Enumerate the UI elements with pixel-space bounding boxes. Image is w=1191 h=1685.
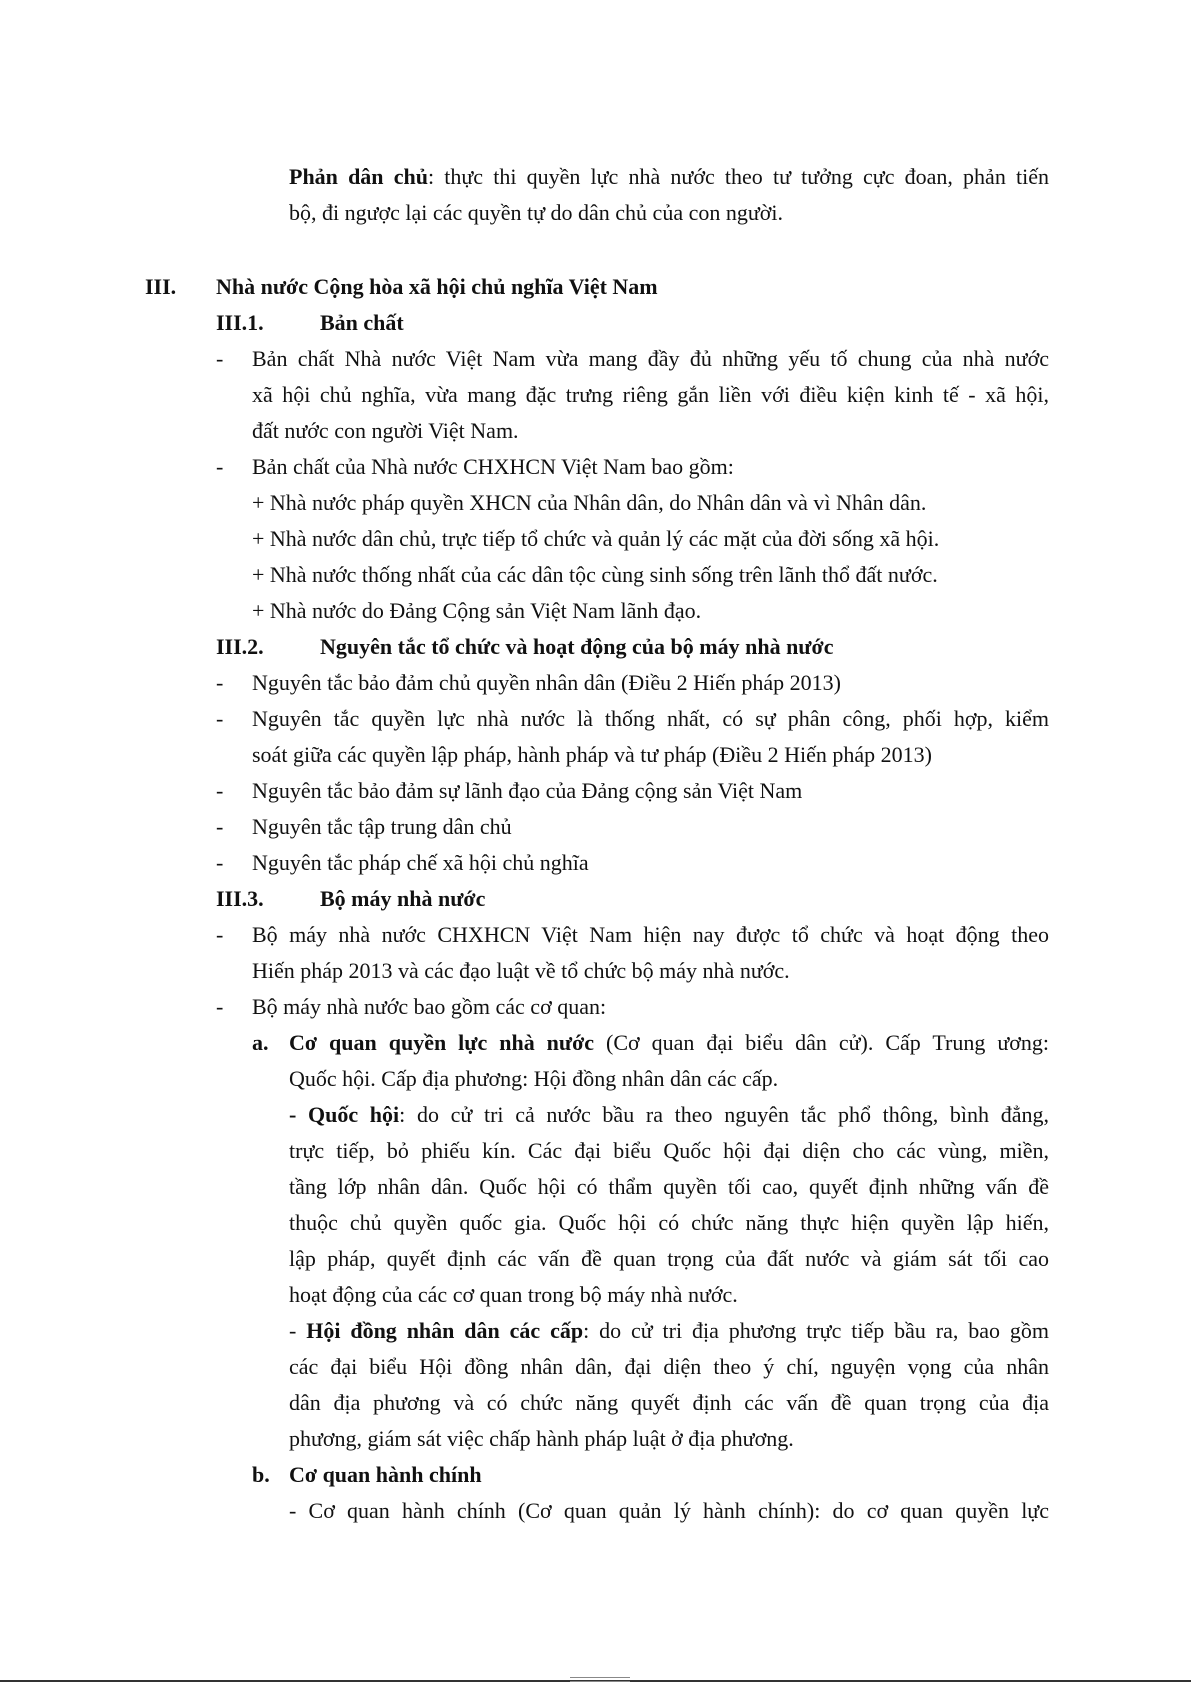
- s31-p3: + Nhà nước thống nhất của các dân tộc cùng sinh sống trên lãnh thổ đất nước.: [252, 562, 938, 587]
- quoc-hoi-line-3: tầng lớp nhân dân. Quốc hội có thẩm quyền tối cao, quyết định những vấn đề: [289, 1174, 1049, 1199]
- s33-b1-l1: Bộ máy nhà nước CHXHCN Việt Nam hiện nay được tổ chức và hoạt động theo: [252, 922, 1049, 947]
- bullet-dash: -: [216, 814, 224, 839]
- hdnd-lead: Hội đồng nhân dân các cấp: [306, 1318, 584, 1343]
- intro-line-1-text: : thực thi quyền lực nhà nước theo tư tưởng cực đoan, phản tiến: [427, 164, 1049, 189]
- bullet-dash: -: [216, 670, 224, 695]
- s32-b1: Nguyên tắc bảo đảm chủ quyền nhân dân (Điều 2 Hiến pháp 2013): [252, 670, 841, 695]
- s33-title: Bộ máy nhà nước: [320, 886, 486, 911]
- s31-p1: + Nhà nước pháp quyền XHCN của Nhân dân, do Nhân dân và vì Nhân dân.: [252, 490, 927, 515]
- s31-b1-l2: xã hội chủ nghĩa, vừa mang đặc trưng riêng gắn liền với điều kiện kinh tế - xã hội,: [252, 382, 1049, 407]
- item-b-label: b.: [252, 1462, 270, 1487]
- hdnd-line-1: [289, 1316, 1049, 1346]
- section-3-title: Nhà nước Cộng hòa xã hội chủ nghĩa Việt Nam: [216, 274, 658, 299]
- quoc-hoi-line-2: trực tiếp, bỏ phiếu kín. Các đại biểu Quốc hội đại diện cho các vùng, miền,: [289, 1138, 1049, 1163]
- bullet-dash: -: [216, 454, 224, 479]
- bullet-dash: -: [216, 346, 224, 371]
- quoc-hoi-line-1-text: : do cử tri cả nước bầu ra theo nguyên tắc phổ thông, bình đẳng,: [399, 1102, 1049, 1127]
- item-a-line-2: Quốc hội. Cấp địa phương: Hội đồng nhân dân các cấp.: [289, 1066, 779, 1091]
- s32-number: III.2.: [216, 634, 264, 659]
- s31-p4: + Nhà nước do Đảng Cộng sản Việt Nam lãnh đạo.: [252, 598, 702, 623]
- s32-b5: Nguyên tắc pháp chế xã hội chủ nghĩa: [252, 850, 589, 875]
- quoc-hoi-line-1: [289, 1100, 1049, 1130]
- hdnd-dash: -: [289, 1318, 307, 1343]
- s31-b1-l1: Bản chất Nhà nước Việt Nam vừa mang đầy đủ những yếu tố chung của nhà nước: [252, 346, 1049, 371]
- s31-b1-l3: đất nước con người Việt Nam.: [252, 418, 519, 443]
- bullet-dash: -: [216, 922, 224, 947]
- s32-b3: Nguyên tắc bảo đảm sự lãnh đạo của Đảng cộng sản Việt Nam: [252, 778, 803, 803]
- hdnd-line-3: dân địa phương và có chức năng quyết định các vấn đề quan trọng của địa: [289, 1390, 1049, 1415]
- hdnd-line-1-text: : do cử tri địa phương trực tiếp bầu ra, bao gồm: [583, 1318, 1049, 1343]
- item-a-line-1: [289, 1028, 1049, 1058]
- s32-b2-l2: soát giữa các quyền lập pháp, hành pháp và tư pháp (Điều 2 Hiến pháp 2013): [252, 742, 932, 767]
- item-b-title: Cơ quan hành chính: [289, 1462, 482, 1487]
- section-3-number: III.: [145, 274, 177, 299]
- hdnd-line-4: phương, giám sát việc chấp hành pháp luật ở địa phương.: [289, 1426, 794, 1451]
- bullet-dash: -: [216, 994, 224, 1019]
- quoc-hoi-line-4: thuộc chủ quyền quốc gia. Quốc hội có chức năng thực hiện quyền lập hiến,: [289, 1210, 1049, 1235]
- hanh-chinh-line-1: - Cơ quan hành chính (Cơ quan quản lý hành chính): do cơ quan quyền lực: [289, 1498, 1049, 1523]
- intro-line-2: bộ, đi ngược lại các quyền tự do dân chủ của con người.: [289, 200, 784, 225]
- intro-line-1: [289, 162, 1049, 192]
- s31-p2: + Nhà nước dân chủ, trực tiếp tổ chức và quản lý các mặt của đời sống xã hội.: [252, 526, 940, 551]
- intro-lead: Phản dân chủ: [289, 164, 428, 189]
- bullet-dash: -: [216, 850, 224, 875]
- s32-b2-l1: Nguyên tắc quyền lực nhà nước là thống nhất, có sự phân công, phối hợp, kiểm: [252, 706, 1049, 731]
- s31-b2: Bản chất của Nhà nước CHXHCN Việt Nam bao gồm:: [252, 454, 734, 479]
- s33-b2: Bộ máy nhà nước bao gồm các cơ quan:: [252, 994, 607, 1019]
- s32-title: Nguyên tắc tổ chức và hoạt động của bộ máy nhà nước: [320, 634, 834, 659]
- s33-b1-l2: Hiến pháp 2013 và các đạo luật về tổ chức bộ máy nhà nước.: [252, 958, 790, 983]
- s32-b4: Nguyên tắc tập trung dân chủ: [252, 814, 512, 839]
- item-a-label: a.: [252, 1030, 269, 1055]
- quoc-hoi-lead: - Quốc hội: [289, 1102, 400, 1127]
- s33-number: III.3.: [216, 886, 264, 911]
- bullet-dash: -: [216, 706, 224, 731]
- quoc-hoi-line-6: hoạt động của các cơ quan trong bộ máy nhà nước.: [289, 1282, 738, 1307]
- s31-title: Bản chất: [320, 310, 404, 335]
- s31-number: III.1.: [216, 310, 264, 335]
- item-a-line-1-text: (Cơ quan đại biểu dân cử). Cấp Trung ương:: [594, 1030, 1049, 1055]
- quoc-hoi-line-5: lập pháp, quyết định các vấn đề quan trọng của đất nước và giám sát tối cao: [289, 1246, 1049, 1271]
- hdnd-line-2: các đại biểu Hội đồng nhân dân, đại diện theo ý chí, nguyện vọng của nhân: [289, 1354, 1049, 1379]
- footer-mark: [570, 1677, 630, 1682]
- bullet-dash: -: [216, 778, 224, 803]
- item-a-title: Cơ quan quyền lực nhà nước: [289, 1030, 595, 1055]
